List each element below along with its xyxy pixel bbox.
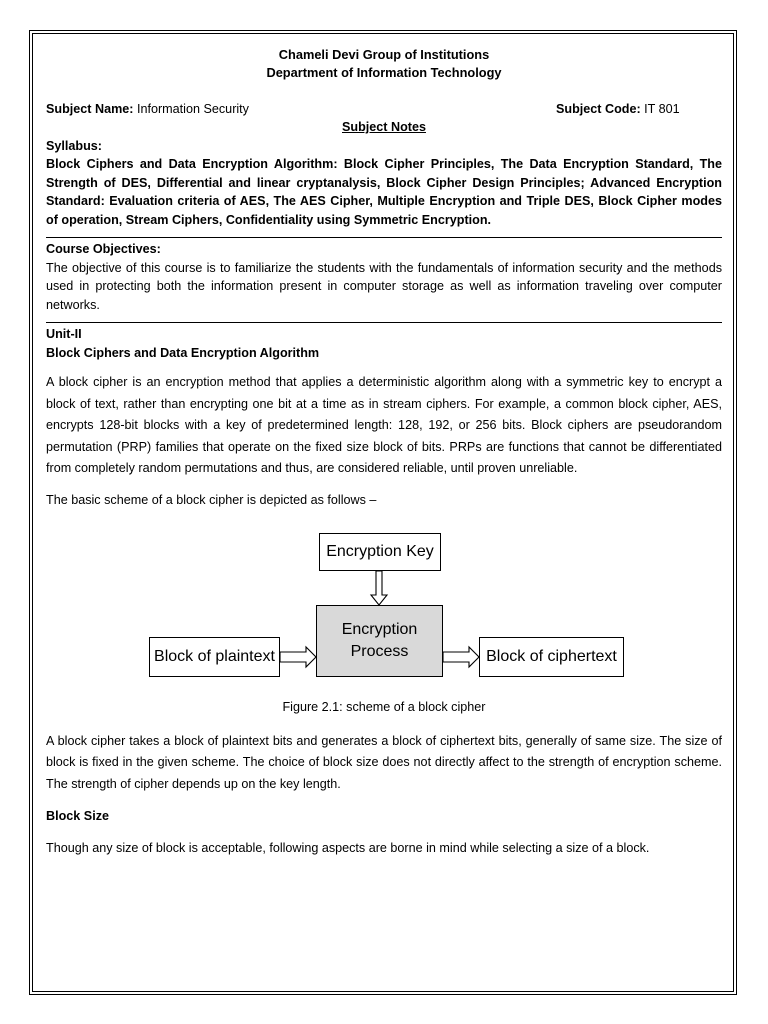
institution-name: Chameli Devi Group of Institutions — [278, 47, 490, 62]
divider — [46, 322, 722, 323]
arrow-right-icon — [443, 647, 479, 667]
unit-label: Unit-II — [46, 327, 82, 341]
paragraph-1: A block cipher is an encryption method that applies a deterministic algorithm along with a symmetric key to encrypt a block of text, rather than encrypting one bit at a time as in stream ciphers. For example, a common block cipher, AES, encrypts 128-bit blocks with a key of predetermined length: 128, 192, or 256 bits. Block ciphers are pseudorandom permutation (PRP) families that operate on the fixed size block of bits. PRPs are functions that cannot be differentiated from completely random permutations and thus, are considered reliable, until proven unreliable. — [46, 375, 722, 475]
block-size-heading: Block Size — [46, 809, 109, 823]
encryption-process-box — [316, 605, 443, 677]
subject-name — [46, 100, 249, 119]
subject-name-label: Subject Name: — [46, 102, 134, 116]
encryption-key-label: Encryption Key — [326, 543, 434, 560]
subject-code-label: Subject Code: — [556, 102, 641, 116]
objectives-label: Course Objectives: — [46, 242, 161, 256]
divider — [46, 237, 722, 238]
figure-caption: Figure 2.1: scheme of a block cipher — [282, 700, 486, 714]
process-label-line1: Encryption — [341, 621, 418, 638]
objectives-text: The objective of this course is to familiarize the students with the fundamentals of information security and the methods used in protecting both the information present in computer storage as well as information traveling over computer networks. — [46, 260, 722, 312]
subject-code-value: IT 801 — [644, 102, 680, 116]
process-label-line2: Process — [350, 643, 409, 660]
syllabus-label: Syllabus: — [46, 138, 102, 153]
arrow-down-icon — [371, 571, 387, 605]
encryption-key-box — [319, 533, 441, 571]
plaintext-label: Block of plaintext — [154, 648, 275, 665]
plaintext-box — [149, 637, 280, 677]
syllabus-text: Block Ciphers and Data Encryption Algorithm: Block Cipher Principles, The Data Encryption Standard, The Strength of DES, Differential and linear cryptanalysis, Block Cipher Design Principles; Advanced Encryption Standard: Evaluation criteria of AES, The AES Cipher, Multiple Encryption and Triple DES, Block Cipher modes of operation, Stream Ciphers, Confidentiality using Symmetric Encryption. — [46, 157, 722, 227]
block-cipher-diagram — [46, 525, 722, 690]
paragraph-3: A block cipher takes a block of plaintext bits and generates a block of ciphertext bits, generally of same size. The size of block is fixed in the given scheme. The choice of block size does not directly affect to the strength of encryption scheme. The strength of cipher depends up on the key length. — [46, 733, 722, 791]
unit-heading: Block Ciphers and Data Encryption Algorithm — [46, 345, 320, 360]
ciphertext-box — [479, 637, 624, 677]
document-page — [46, 46, 722, 859]
notes-title: Subject Notes — [342, 120, 426, 134]
paragraph-2: The basic scheme of a block cipher is depicted as follows – — [46, 492, 377, 507]
subject-code — [556, 100, 680, 119]
subject-name-value: Information Security — [136, 102, 249, 116]
arrow-right-icon — [280, 647, 316, 667]
paragraph-4: Though any size of block is acceptable, following aspects are borne in mind while selecting a size of a block. — [46, 840, 650, 855]
subject-row — [46, 100, 722, 118]
ciphertext-label: Block of ciphertext — [486, 648, 617, 665]
department-name: Department of Information Technology — [266, 65, 502, 80]
